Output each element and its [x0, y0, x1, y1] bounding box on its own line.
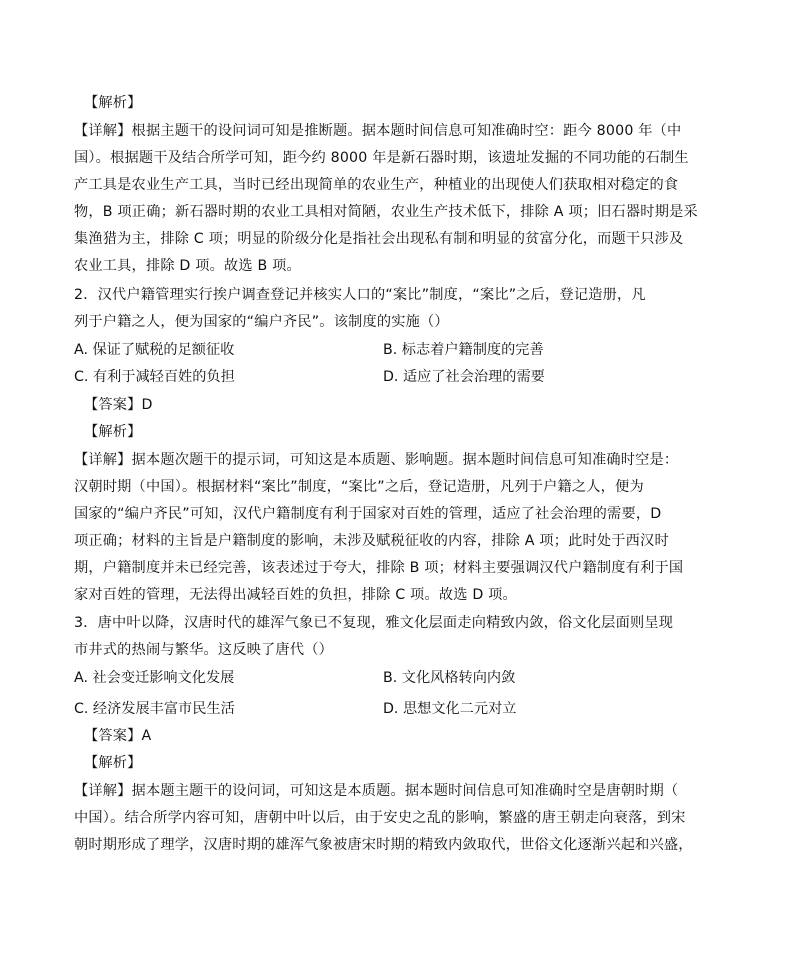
analysis-heading: 【解析】	[84, 95, 142, 111]
analysis-heading: 【解析】	[84, 424, 142, 440]
option-d: D. 适应了社会治理的需要	[383, 369, 545, 385]
detail-line: 【详解】据本题主题干的设问词，可知这是本质题。据本题时间信息可知准确时空是唐朝时期（	[74, 783, 679, 799]
detail-line: 家对百姓的管理，无法得出减轻百姓的负担，排除 C 项。故选 D 项。	[74, 587, 517, 603]
question-stem: 2．汉代户籍管理实行挨户调查登记并核实人口的“案比”制度，“案比”之后，登记造册，凡	[74, 287, 646, 303]
detail-line: 【详解】根据主题干的设问词可知是推断题。据本题时间信息可知准确时空：距今 8000 年（中	[74, 123, 682, 139]
option-d: D. 思想文化二元对立	[383, 701, 517, 717]
detail-line: 汉朝时期（中国）。根据材料“案比”制度，“案比”之后，登记造册，凡列于户籍之人，便为	[74, 479, 644, 495]
question-stem: 列于户籍之人，便为国家的“编户齐民”。该制度的实施（）	[74, 314, 449, 330]
detail-line: 【详解】据本题次题干的提示词，可知这是本质题、影响题。据本题时间信息可知准确时空是：	[74, 452, 679, 468]
detail-line: 项正确；材料的主旨是户籍制度的影响，未涉及赋税征收的内容，排除 A 项；此时处于西汉时	[74, 533, 669, 549]
option-b: B. 文化风格转向内敛	[383, 670, 516, 686]
option-c: C. 经济发展丰富市民生活	[74, 701, 235, 717]
answer-label: 【答案】D	[84, 397, 153, 413]
detail-line: 期，户籍制度并未已经完善，该表述过于夸大，排除 B 项；材料主要强调汉代户籍制度有利于国	[74, 560, 684, 576]
detail-line: 中国）。结合所学内容可知，唐朝中叶以后，由于安史之乱的影响，繁盛的唐王朝走向衰落，到宋	[74, 810, 686, 826]
option-c: C. 有利于减轻百姓的负担	[74, 369, 235, 385]
detail-line: 农业工具，排除 D 项。故选 B 项。	[74, 258, 301, 274]
option-a: A. 社会变迁影响文化发展	[74, 670, 235, 686]
option-a: A. 保证了赋税的足额征收	[74, 342, 235, 358]
detail-line: 物，B 项正确；新石器时期的农业工具相对简陋，农业生产技术低下，排除 A 项；旧石器时期是采	[74, 204, 698, 220]
option-b: B. 标志着户籍制度的完善	[383, 342, 544, 358]
question-stem: 3．唐中叶以降，汉唐时代的雄浑气象已不复现，雅文化层面走向精致内敛，俗文化层面则呈现	[74, 615, 674, 631]
detail-line: 国）。根据题干及结合所学可知，距今约 8000 年是新石器时期，该遗址发掘的不同功能的石制生	[74, 150, 689, 166]
question-stem: 市井式的热闹与繁华。这反映了唐代（）	[74, 642, 333, 658]
detail-line: 产工具是农业生产工具，当时已经出现简单的农业生产，种植业的出现使人们获取相对稳定的食	[74, 177, 679, 193]
analysis-heading: 【解析】	[84, 755, 142, 771]
detail-line: 朝时期形成了理学，汉唐时期的雄浑气象被唐宋时期的精致内敛取代，世俗文化逐渐兴起和兴盛，	[74, 837, 693, 853]
detail-line: 国家的“编户齐民”可知，汉代户籍制度有利于国家对百姓的管理，适应了社会治理的需要，D	[74, 506, 662, 522]
detail-line: 集渔猎为主，排除 C 项；明显的阶级分化是指社会出现私有制和明显的贫富分化，而题干只涉及	[74, 231, 684, 247]
answer-label: 【答案】A	[84, 728, 152, 744]
